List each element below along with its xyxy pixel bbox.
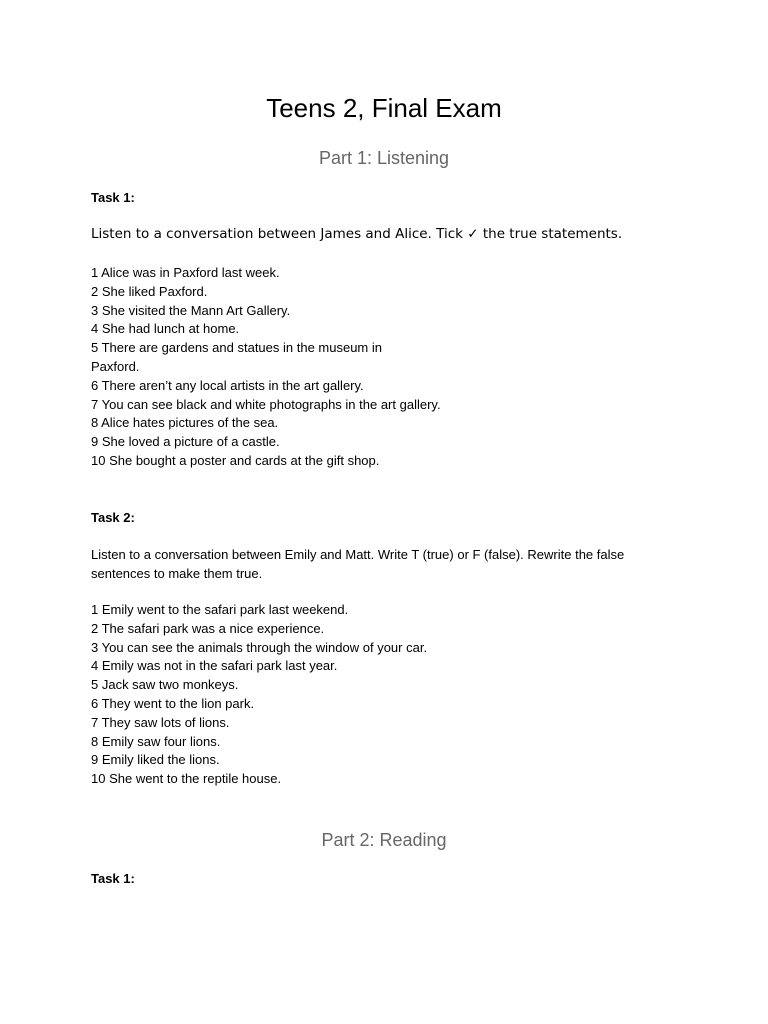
part1-task2-statements <box>91 601 691 789</box>
statement-item: 10 She went to the reptile house. <box>91 771 282 787</box>
statement-item: 2 She liked Paxford. <box>91 283 208 299</box>
statement-item: 9 She loved a picture of a castle. <box>91 434 280 450</box>
part2-heading: Part 2: Reading <box>321 830 447 850</box>
part1-task1-label: Task 1: <box>91 190 135 205</box>
statement-item: 3 She visited the Mann Art Gallery. <box>91 302 291 318</box>
statement-item: 9 Emily liked the lions. <box>91 752 220 768</box>
statement-item: 4 Emily was not in the safari park last year. <box>91 658 338 674</box>
part1-task1-instruction: Listen to a conversation between James and Alice. Tick ✓ the true statements. <box>91 226 623 242</box>
statement-item: 6 There aren’t any local artists in the art gallery. <box>91 377 364 393</box>
statement-item: 5 There are gardens and statues in the museum in Paxford. <box>91 340 382 374</box>
part1-task1-statements <box>91 264 441 471</box>
statement-item: 2 The safari park was a nice experience. <box>91 620 325 636</box>
statement-item: 5 Jack saw two monkeys. <box>91 677 239 693</box>
statement-item: 6 They went to the lion park. <box>91 695 255 711</box>
part1-heading: Part 1: Listening <box>318 148 450 168</box>
part1-task2-label: Task 2: <box>91 510 135 525</box>
statement-item: 7 They saw lots of lions. <box>91 714 230 730</box>
statement-item: 8 Alice hates pictures of the sea. <box>91 415 279 431</box>
part2-task1-label: Task 1: <box>91 871 135 886</box>
statement-item: 10 She bought a poster and cards at the gift shop. <box>91 452 380 468</box>
statement-item: 8 Emily saw four lions. <box>91 733 221 749</box>
statement-item: 7 You can see black and white photographs in the art gallery. <box>91 396 441 412</box>
statement-item: 1 Emily went to the safari park last weekend. <box>91 602 349 617</box>
document-title: Teens 2, Final Exam <box>266 93 502 123</box>
part1-task2-instruction: Listen to a conversation between Emily and Matt. Write T (true) or F (false). Rewrite the false sentences to make them true. <box>91 547 625 581</box>
statement-item: 3 You can see the animals through the window of your car. <box>91 639 428 655</box>
statement-item: 1 Alice was in Paxford last week. <box>91 265 280 280</box>
statement-item: 4 She had lunch at home. <box>91 321 240 337</box>
